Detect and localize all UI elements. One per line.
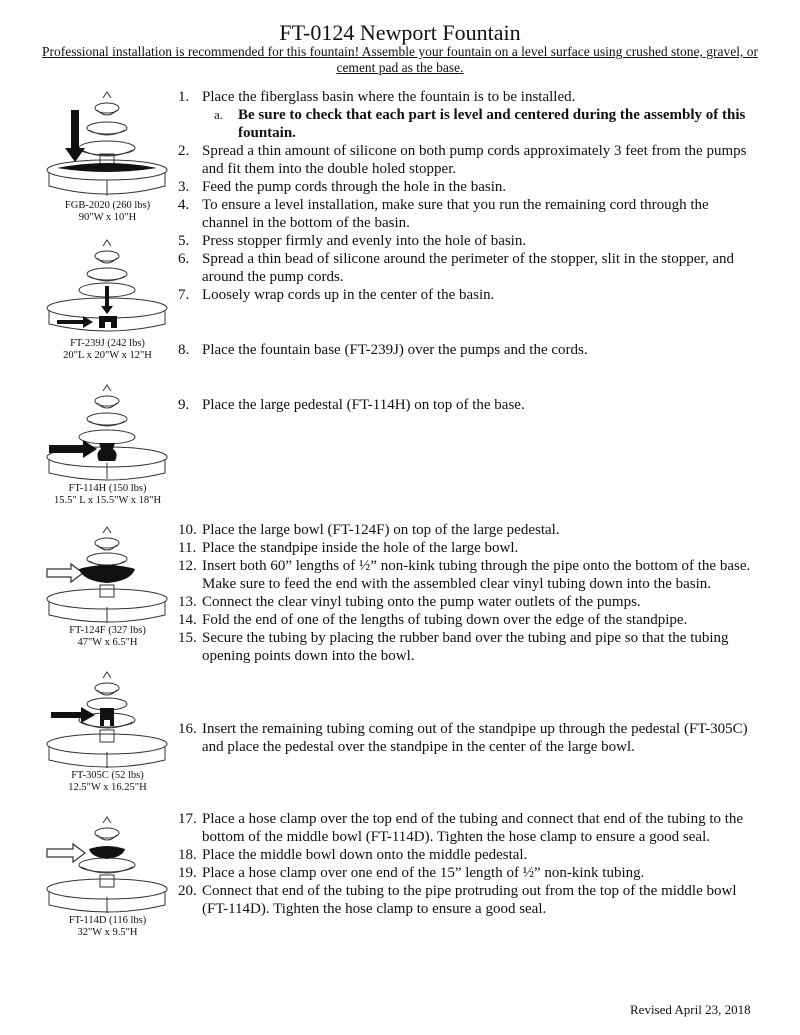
figure-base [45, 238, 170, 362]
step-item: 10. Place the large bowl (FT-124F) on top of the large pedestal. [178, 522, 560, 538]
part-label: FT-305C (52 lbs) [71, 770, 144, 781]
step-item: 3. Feed the pump cords through the hole in the basin. [178, 179, 507, 195]
steps-group-large-bowl [178, 521, 758, 665]
part-dimensions: 12.5"W x 16.25"H [68, 782, 147, 793]
step-item: 8. Place the fountain base (FT-239J) over the pumps and the cords. [178, 342, 588, 358]
step-item: 15. Secure the tubing by placing the rubber band over the tubing and pipe so that the tubing opening points down into the bowl. [178, 630, 729, 664]
step-item: 1. Place the fiberglass basin where the fountain is to be installed. [178, 89, 576, 105]
step-item: 20. Connect that end of the tubing to the pipe protruding out from the top of the middle bowl (FT-114D). Tighten the hose clamp to ensure a good seal. [178, 883, 737, 917]
fountain-base-diagram-icon [45, 238, 170, 338]
steps-group-basin [178, 88, 758, 304]
part-dimensions: 15.5" L x 15.5"W x 18"H [53, 495, 162, 506]
large-pedestal-diagram-icon [45, 383, 170, 483]
part-label: FT-114D (116 lbs) [68, 915, 147, 926]
large-bowl-diagram-icon [45, 525, 170, 625]
part-dimensions: 47"W x 6.5"H [77, 637, 138, 648]
revision-date: Revised April 23, 2018 [630, 1002, 751, 1017]
steps-group-large-pedestal [178, 396, 758, 414]
steps-group-base [178, 341, 758, 359]
part-label: FGB-2020 (260 lbs) [64, 200, 151, 211]
steps-group-middle-pedestal [178, 720, 758, 756]
middle-bowl-diagram-icon [45, 815, 170, 915]
step-item: 5. Press stopper firmly and evenly into the hole of basin. [178, 233, 527, 249]
step-item: 11. Place the standpipe inside the hole of the large bowl. [178, 540, 519, 556]
figure-middle-pedestal [45, 670, 170, 794]
document-title: FT-0124 Newport Fountain [279, 20, 521, 45]
fountain-basin-diagram-icon [45, 90, 170, 200]
step-item: 18. Place the middle bowl down onto the middle pedestal. [178, 847, 528, 863]
step-item: 2. Spread a thin amount of silicone on both pump cords approximately 3 feet from the pumps and fit them into the double holed stopper. [178, 143, 747, 177]
installation-notice: Professional installation is recommended for this fountain! Assemble your fountain on a level surface using crushed stone, gravel, or cement pad as the base. [41, 44, 759, 75]
step-item: 19. Place a hose clamp over one end of the 15” length of ½” non-kink tubing. [178, 865, 645, 881]
middle-pedestal-diagram-icon [45, 670, 170, 770]
steps-group-middle-bowl [178, 810, 758, 918]
part-dimensions: 32"W x 9.5"H [77, 927, 138, 938]
step-item: 12. Insert both 60” lengths of ½” non-kink tubing through the pipe onto the bottom of the base. Make sure to feed the end with the assembled clear vinyl tubing down into the basin. [178, 558, 751, 592]
part-label: FT-239J (242 lbs) [70, 338, 145, 349]
part-label: FT-124F (327 lbs) [69, 625, 146, 636]
part-label: FT-114H (150 lbs) [68, 483, 147, 494]
step-item: 9. Place the large pedestal (FT-114H) on top of the base. [178, 397, 525, 413]
part-dimensions: 20"L x 20"W x 12"H [63, 350, 152, 361]
step-subitem-note: a. Be sure to check that each part is level and centered during the assembly of this fountain. [214, 107, 746, 141]
step-item: 7. Loosely wrap cords up in the center of the basin. [178, 287, 495, 303]
figure-large-pedestal [45, 383, 170, 507]
step-item: 13. Connect the clear vinyl tubing onto the pump water outlets of the pumps. [178, 594, 641, 610]
figure-basin [45, 90, 170, 224]
figure-large-bowl [45, 525, 170, 649]
part-dimensions: 90"W x 10"H [78, 212, 137, 223]
step-item: 17. Place a hose clamp over the top end of the tubing and connect that end of the tubing to the bottom of the middle bowl (FT-114D). Tighten the hose clamp to ensure a good seal. [178, 811, 744, 845]
figure-middle-bowl [45, 815, 170, 939]
step-item: 14. Fold the end of one of the lengths of tubing down over the edge of the standpipe. [178, 612, 688, 628]
step-item: 16. Insert the remaining tubing coming out of the standpipe up through the pedestal (FT-305C) and place the pedestal over the standpipe in the center of the large bowl. [178, 721, 748, 755]
step-item: 6. Spread a thin bead of silicone around the perimeter of the stopper, slit in the stopper, and around the pump cords. [178, 251, 734, 285]
step-item: 4. To ensure a level installation, make sure that you run the remaining cord through the channel in the bottom of the basin. [178, 197, 709, 231]
